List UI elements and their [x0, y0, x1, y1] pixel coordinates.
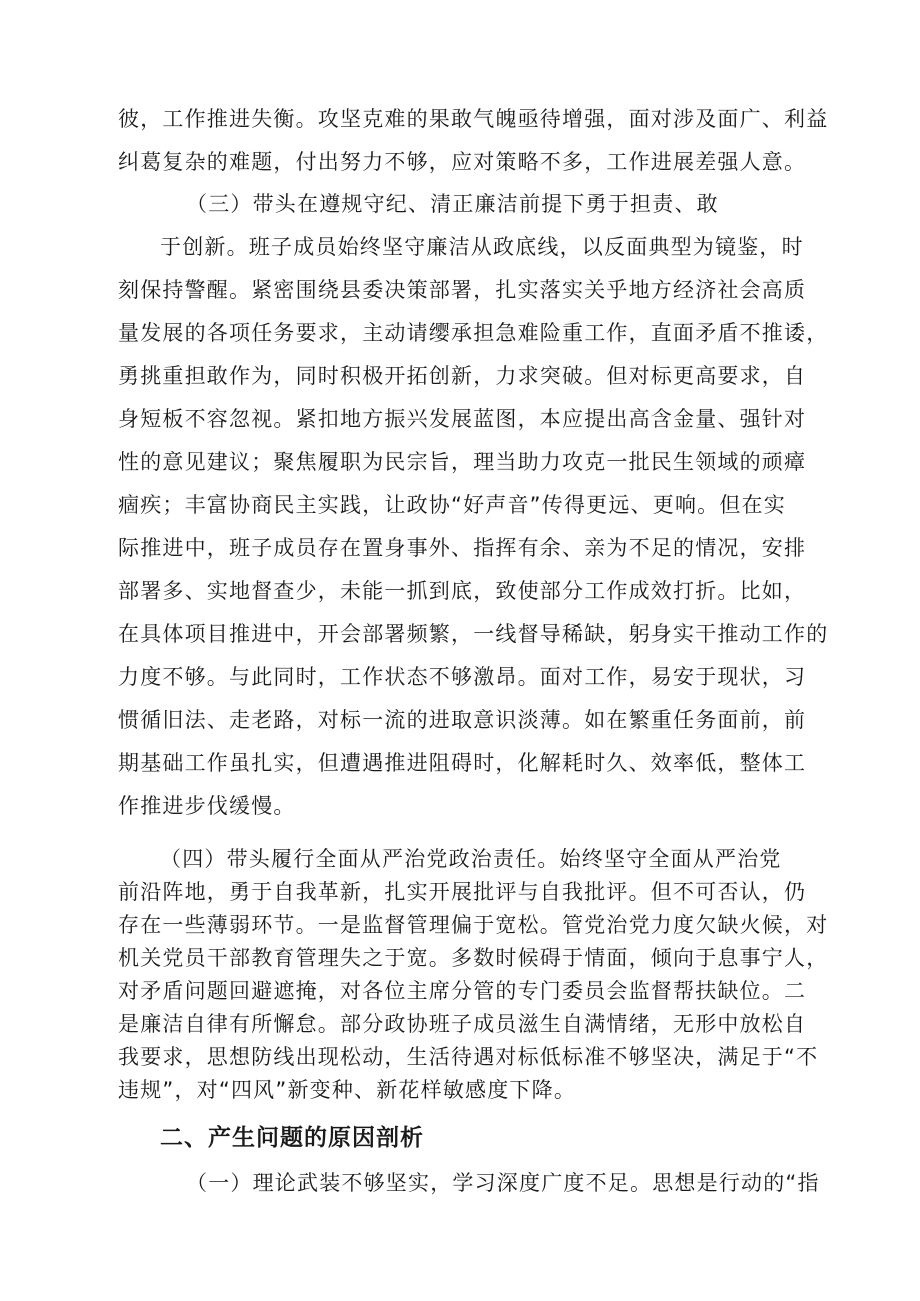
paragraph-line: 性的意见建议；聚焦履职为民宗旨，理当助力攻克一批民生领域的顽瘴: [118, 450, 807, 474]
paragraph-line: 对矛盾问题回避遮掩，对各位主席分管的专门委员会监督帮扶缺位。二: [118, 979, 807, 1003]
paragraph-line: 我要求，思想防线出现松动，生活待遇对标低标准不够坚决，满足于“不: [118, 1045, 819, 1069]
paragraph-line: 痼疾；丰富协商民主实践，让政协“好声音”传得更远、更响。但在实: [118, 493, 786, 517]
paragraph-line: 在具体项目推进中，开会部署频繁，一线督导稀缺，躬身实干推动工作的: [118, 622, 829, 646]
paragraph-line: 于创新。班子成员始终坚守廉洁从政底线，以反面典型为镜鉴，时: [160, 235, 804, 259]
paragraph-line: 勇挑重担敢作为，同时积极开拓创新，力求突破。但对标更高要求，自: [118, 364, 807, 388]
paragraph-line: 刻保持警醒。紧密围绕县委决策部署，扎实落实关乎地方经济社会高质: [118, 278, 807, 302]
section-heading: 二、产生问题的原因剖析: [160, 1125, 424, 1151]
paragraph-line: 违规”，对“四风”新变种、新花样敏感度下降。: [118, 1078, 577, 1102]
paragraph-line: 期基础工作虽扎实，但遭遇推进阻碍时，化解耗时久、效率低，整体工: [118, 751, 807, 775]
paragraph-line: （四）带头履行全面从严治党政治责任。始终坚守全面从严治党: [160, 847, 782, 871]
paragraph-line: 力度不够。与此同时，工作状态不够激昂。面对工作，易安于现状，习: [118, 665, 807, 689]
paragraph-line: （三）带头在遵规守纪、清正廉洁前提下勇于担责、敢: [186, 192, 719, 216]
paragraph-line: 是廉洁自律有所懈怠。部分政协班子成员滋生自满情绪，无形中放松自: [118, 1012, 807, 1036]
paragraph-line: 存在一些薄弱环节。一是监督管理偏于宽松。管党治党力度欠缺火候，对: [118, 913, 829, 937]
paragraph-line: 量发展的各项任务要求，主动请缨承担急难险重工作，直面矛盾不推诿，: [118, 321, 829, 345]
paragraph-line: 际推进中，班子成员存在置身事外、指挥有余、亲为不足的情况，安排: [118, 536, 807, 560]
paragraph-line: 作推进步伐缓慢。: [118, 794, 296, 818]
paragraph-line: 纠葛复杂的难题，付出努力不够，应对策略不多，工作进展差强人意。: [118, 150, 807, 174]
paragraph-line: 惯循旧法、走老路，对标一流的进取意识淡薄。如在繁重任务面前，前: [118, 708, 807, 732]
paragraph-line: （一）理论武装不够坚实，学习深度广度不足。思想是行动的“指: [186, 1171, 820, 1195]
paragraph-line: 机关党员干部教育管理失之于宽。多数时候碍于情面，倾向于息事宁人，: [118, 946, 829, 970]
paragraph-line: 部署多、实地督查少，未能一抓到底，致使部分工作成效打折。比如，: [118, 579, 807, 603]
paragraph-line: 身短板不容忽视。紧扣地方振兴发展蓝图，本应提出高含金量、强针对: [118, 407, 807, 431]
paragraph-line: 彼，工作推进失衡。攻坚克难的果敢气魄亟待增强，面对涉及面广、利益: [118, 107, 829, 131]
paragraph-line: 前沿阵地，勇于自我革新，扎实开展批评与自我批评。但不可否认，仍: [118, 880, 807, 904]
